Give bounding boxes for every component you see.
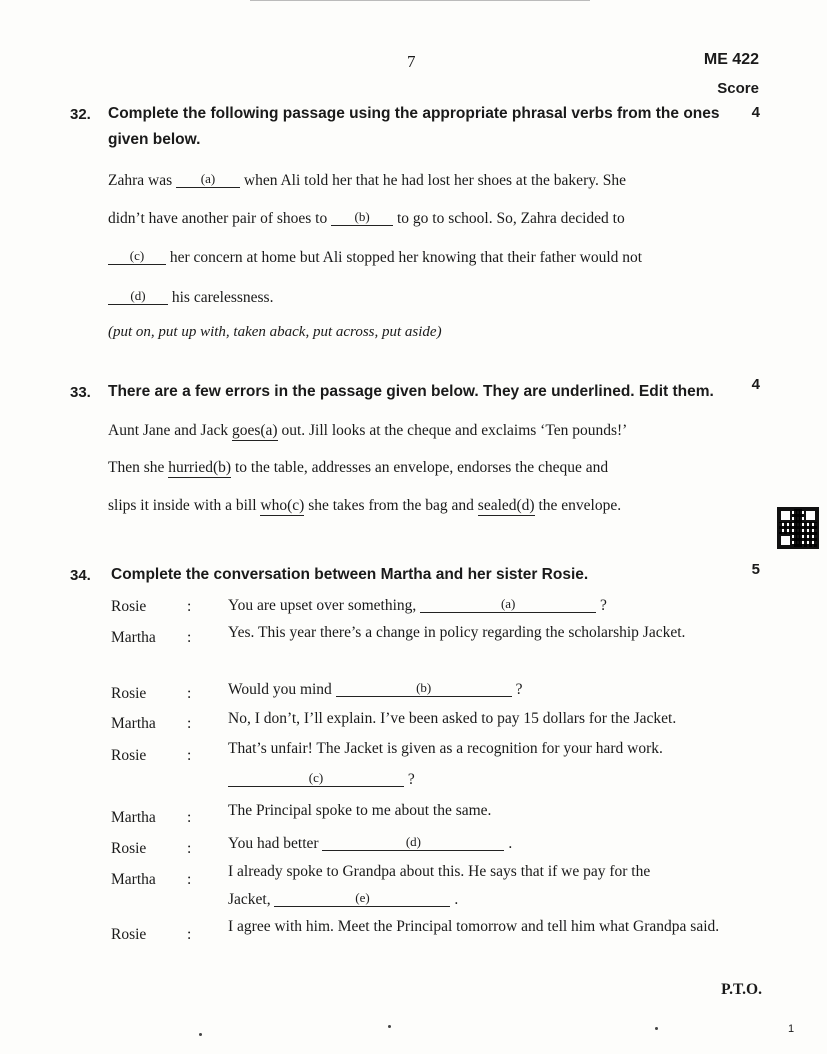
pto-label: P.T.O. (721, 981, 762, 998)
dialogue-end: ? (515, 681, 523, 698)
speaker-name: Martha (111, 715, 156, 732)
dialogue-line: I agree with him. Meet the Principal tomorrow and tell him what Grandpa said. (228, 918, 720, 935)
q32-line2-pre: didn’t have another pair of shoes to (108, 210, 328, 227)
q32-number: 32. (70, 106, 91, 123)
speaker-name: Martha (111, 871, 156, 888)
speck (388, 1025, 391, 1028)
q32-line1-post: when Ali told her that he had lost her shoes at the bakery. She (243, 172, 626, 189)
q32-line3-post: her concern at home but Ali stopped her knowing that their father would not (169, 249, 643, 266)
speaker-name: Rosie (111, 685, 147, 702)
q34-title: Complete the conversation between Martha and her sister Rosie. (111, 566, 589, 583)
dialogue-text: You are upset over something, (228, 597, 417, 614)
colon: : (187, 598, 192, 615)
q33-underlined-c: who(c) (260, 497, 305, 514)
colon: : (187, 926, 192, 943)
q33-l2-b: to the table, addresses an envelope, endorses the cheque and (234, 459, 609, 476)
top-rule (250, 0, 590, 1)
colon: : (187, 871, 192, 888)
dialogue-line-cont (228, 890, 458, 909)
q32-line2-post: to go to school. So, Zahra decided to (397, 210, 625, 227)
q34-blank-c: (c) (228, 770, 404, 787)
q32-line4 (108, 288, 273, 307)
colon: : (187, 809, 192, 826)
q33-l3-a: slips it inside with a bill (108, 497, 257, 514)
q32-line3 (108, 248, 642, 267)
q33-l3-b: she takes from the bag and (308, 497, 474, 514)
q34-blank-d: (d) (322, 834, 504, 851)
score-label: Score (717, 80, 759, 97)
q32-line1 (108, 171, 626, 190)
q34-marks: 5 (751, 561, 760, 578)
q33-marks: 4 (751, 376, 760, 393)
dialogue-text: You had better (228, 835, 319, 852)
dialogue-line (228, 680, 522, 699)
dialogue-line (228, 834, 512, 853)
q32-line1-pre: Zahra was (108, 172, 173, 189)
q33-l1-b: out. Jill looks at the cheque and exclaims ‘Ten pounds!’ (281, 422, 628, 439)
q34-blank-a: (a) (420, 596, 596, 613)
speaker-name: Martha (111, 809, 156, 826)
dialogue-end: ? (600, 597, 607, 614)
speaker-name: Rosie (111, 598, 147, 615)
q33-l3-c: the envelope. (538, 497, 622, 514)
q32-title-line2: given below. (108, 131, 201, 148)
dialogue-line-cont (228, 770, 415, 789)
q33-line1 (108, 422, 627, 440)
dialogue-end: . (454, 891, 459, 908)
dialogue-line (228, 596, 607, 615)
q32-blank-b: (b) (331, 209, 393, 226)
q32-blank-c: (c) (108, 248, 166, 265)
q34-number: 34. (70, 567, 91, 584)
q32-line4-post: his carelessness. (171, 289, 274, 306)
qr-code-icon (777, 507, 819, 549)
dialogue-text: Would you mind (228, 681, 332, 698)
q33-l1-a: Aunt Jane and Jack (108, 422, 229, 439)
speaker-name: Rosie (111, 747, 147, 764)
q34-blank-b: (b) (336, 680, 512, 697)
colon: : (187, 840, 192, 857)
dialogue-line: The Principal spoke to me about the same. (228, 802, 492, 819)
q32-marks: 4 (751, 104, 760, 121)
paper-code: ME 422 (703, 51, 759, 68)
speaker-name: Rosie (111, 840, 147, 857)
q33-underlined-d: sealed(d) (477, 497, 535, 514)
q33-title: There are a few errors in the passage given below. They are underlined. Edit them. (108, 383, 714, 400)
q33-l2-a: Then she (108, 459, 165, 476)
q32-line2 (108, 209, 625, 228)
speaker-name: Martha (111, 629, 156, 646)
q32-blank-a: (a) (176, 171, 240, 188)
dialogue-line: Yes. This year there’s a change in policy regarding the scholarship Jacket. (228, 624, 686, 641)
dialogue-line: That’s unfair! The Jacket is given as a recognition for your hard work. (228, 740, 663, 757)
dialogue-line: No, I don’t, I’ll explain. I’ve been asked to pay 15 dollars for the Jacket. (228, 710, 677, 727)
dialogue-end: . (508, 835, 513, 852)
dialogue-text: Jacket, (228, 891, 271, 908)
speck (655, 1027, 658, 1030)
corner-mark: 1 (788, 1023, 795, 1035)
q33-line3 (108, 497, 621, 515)
q32-options: (put on, put up with, taken aback, put across, put aside) (108, 324, 442, 340)
dialogue-line: I already spoke to Grandpa about this. He says that if we pay for the (228, 863, 651, 880)
q32-title-line1: Complete the following passage using the appropriate phrasal verbs from the ones (108, 105, 720, 122)
speaker-name: Rosie (111, 926, 147, 943)
colon: : (187, 747, 192, 764)
colon: : (187, 685, 192, 702)
q33-line2 (108, 459, 608, 477)
colon: : (187, 715, 192, 732)
colon: : (187, 629, 192, 646)
q33-number: 33. (70, 384, 91, 401)
dialogue-end: ? (407, 771, 415, 788)
q32-blank-d: (d) (108, 288, 168, 305)
page-number: 7 (407, 52, 416, 71)
speck (199, 1033, 202, 1036)
q34-blank-e: (e) (274, 890, 450, 907)
q33-underlined-a: goes(a) (231, 422, 278, 439)
q33-underlined-b: hurried(b) (168, 459, 232, 476)
